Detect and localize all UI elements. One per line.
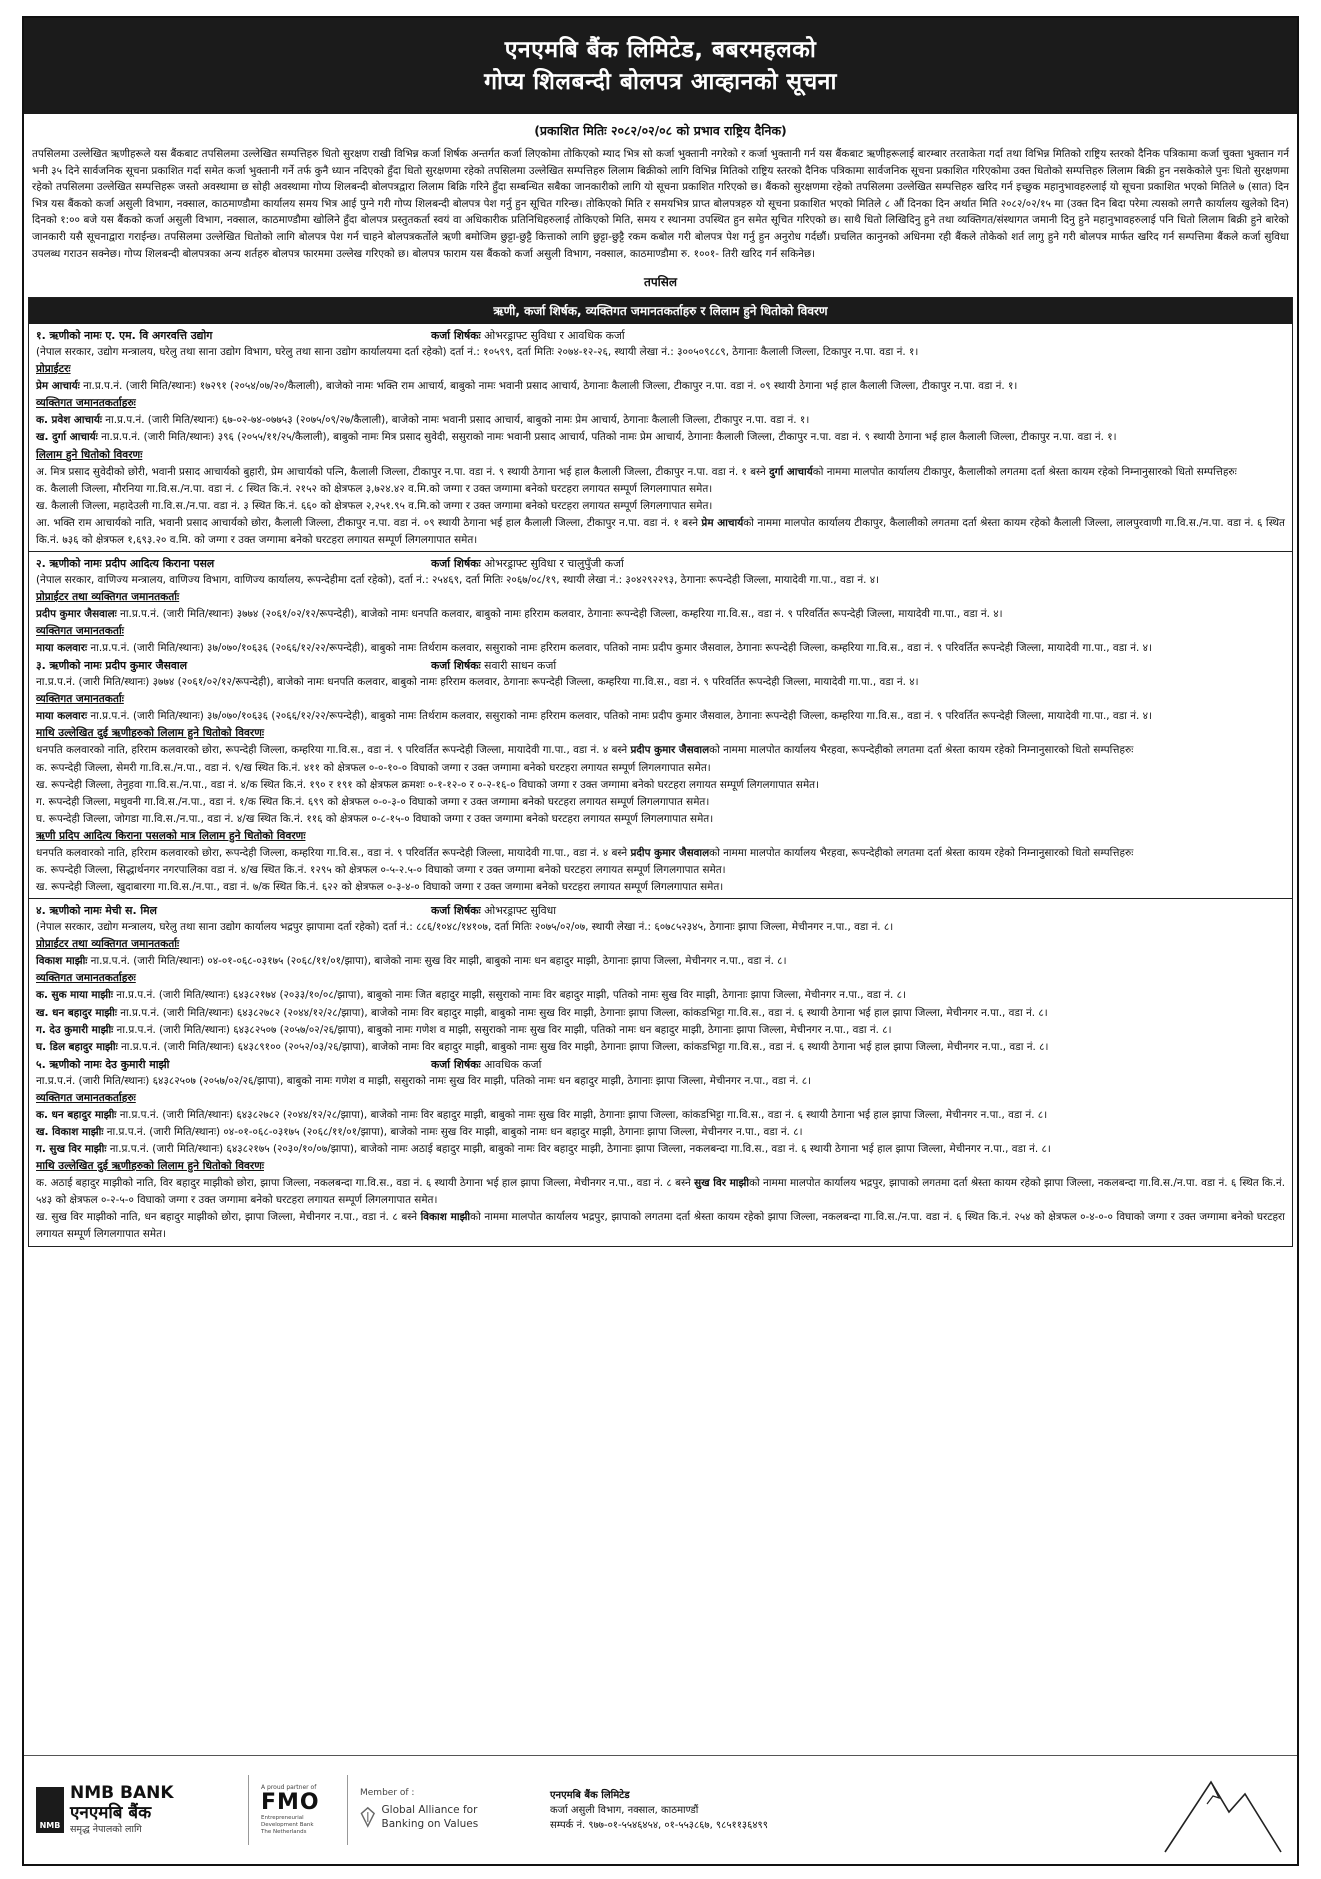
borrower-name: २. ऋणीको नामः प्रदीप आदित्य किराना पसल (36, 557, 215, 570)
collateral-owner: आ. भक्ति राम आचार्यको नाति, भवानी प्रसाद आचार्यको छोरा, कैलाली जिल्ला, टीकापुर न.पा. वडा नं. ०९ स्थायी ठेगाना भई हाल कैलाली जिल्ला, टीकापुर न.पा. वडा नं. १ बस्ने प्रेम आचार्यको नाममा मालपोत कार्यालय टीकापुर, कैलालीको लगतमा दर्ता श्रेस्ता कायम रहेको कैलाली जिल्ला, लालपुरवाणी गा.वि.स./न.पा. वडा नं. ६ स्थित कि.नं. ७३६ को क्षेत्रफल १,६९३.२० व.मि. को जग्गा र उक्त जग्गामा बनेको घरटहरा लगायत सम्पूर्ण लिगलगापात समेत। (36, 516, 1285, 546)
details-table-header: ऋणी, कर्जा शिर्षक, व्यक्तिगत जमानतकर्ताहरु र लिलाम हुने धितोको विवरण (29, 298, 1292, 324)
proprietor-details: प्रदीप कुमार जैसवालः ना.प्र.प.नं. (जारी मिति/स्थानः) ३७७४ (२०६१/०२/१२/रूपन्देही), बाजेको नामः धनपति कलवार, बाबुको नामः हरिराम कलवार, ठेगानाः रूपन्देही जिल्ला, कम्हरिया गा.वि.स., वडा नं. ९ परिवर्तित रूपन्देही जिल्ला, मायादेवी गा.पा., वडा नं. ४। (36, 608, 1003, 621)
notice-document (22, 16, 1299, 1866)
guarantor-item: घ. डिल बहादुर माझीः ना.प्र.प.नं. (जारी मिति/स्थानः) ६४३८९१०० (२०५२/०३/२६/झापा), बाजेको नामः विर बहादुर माझी, बाबुको नामः सुख विर माझी, ठेगानाः झापा जिल्ला, कांकडभिट्टा गा.वि.स., वडा नं. ६ स्थायी ठेगाना भई हाल झापा जिल्ला, मेचीनगर न.पा., वडा नं. ८। (36, 1040, 1049, 1053)
guarantors-heading: व्यक्तिगत जमानतकर्ताहरुः (36, 397, 136, 410)
borrower-id-details: ना.प्र.प.नं. (जारी मिति/स्थानः) ३७७४ (२०६१/०२/१२/रूपन्देही), बाजेको नामः धनपति कलवार, बाबुको नामः हरिराम कलवार, ठेगानाः रूपन्देही जिल्ला, कम्हरिया गा.वि.स., वडा नं. ९ परिवर्तित रूपन्देही जिल्ला, मायादेवी गा.पा., वडा नं. ४। (36, 676, 919, 689)
registration-details: (नेपाल सरकार, उद्योग मन्त्रालय, घरेलु तथा साना उद्योग विभाग, घरेलु तथा साना उद्योग कार्यालयमा दर्ता रहेको) दर्ता नं.: १०५९९, दर्ता मितिः २०७४-१२-२६, स्थायी लेखा नं.: ३००५०९८८९, ठेगानाः कैलाली जिल्ला, टिकापुर न.पा. वडा नं. १। (36, 346, 919, 359)
contact-bank-name: एनएमबि बैंक लिमिटेड (550, 1789, 630, 1801)
borrower-heading (36, 555, 1285, 572)
collateral-item: ख. रूपन्देही जिल्ला, तेनुहवा गा.वि.स./न.पा., वडा नं. ४/क स्थित कि.नं. १९० र १९१ को क्षेत्रफल क्रमशः ०-१-१२-० र ०-२-१६-० विघाको जग्गा र उक्त जग्गामा बनेको घरटहरा लगायत सम्पूर्ण लिगलगापात समेत। (36, 778, 820, 791)
gabv-leaf-icon (360, 1802, 376, 1832)
collateral-heading: माथि उल्लेखित दुई ऋणीहरुको लिलाम हुने धितोको विवरणः (36, 1160, 264, 1173)
mountain-outline-icon (1163, 1768, 1283, 1854)
guarantor-item: क. धन बहादुर माझीः ना.प्र.प.नं. (जारी मिति/स्थानः) ६४३८२७८२ (२०४४/१२/२८/झापा), बाजेको नामः विर बहादुर माझी, बाबुको नामः सुख विर माझी, ठेगानाः झापा जिल्ला, कांकडभिट्टा गा.वि.स., वडा नं. ६ स्थायी ठेगाना भई हाल झापा जिल्ला, मेचीनगर न.पा., वडा नं. ८। (36, 1108, 1048, 1121)
loan-type: कर्जा शिर्षकः सवारी साधन कर्जा (431, 659, 557, 673)
borrower-heading (36, 1056, 1285, 1073)
collateral-item: घ. रूपन्देही जिल्ला, जोगडा गा.वि.स./न.पा., वडा नं. ४/ख स्थित कि.नं. ११६ को क्षेत्रफल ०-८-१५-० विघाको जग्गा र उक्त जग्गामा बनेको घरटहरा लगायत सम्पूर्ण लिगलगापात समेत। (36, 812, 714, 825)
registration-details: (नेपाल सरकार, वाणिज्य मन्त्रालय, वाणिज्य विभाग, वाणिज्य कार्यालय, रूपन्देहीमा दर्ता रहेको), दर्ता नं.: २५४६९, दर्ता मितिः २०६७/०८/१९, स्थायी लेखा नं.: ३०४२९२२९३, ठेगानाः रूपन्देही जिल्ला, मायादेवी गा.पा., वडा नं. ४। (36, 574, 880, 586)
collateral-item: क. रूपन्देही जिल्ला, सेमरी गा.वि.स./न.पा., वडा नं. ९/ख स्थित कि.नं. ४११ को क्षेत्रफल ०-०-१०-० विघाको जग्गा र उक्त जग्गामा बनेको घरटहरा लगायत सम्पूर्ण लिगलगापात समेत। (36, 761, 711, 774)
notice-title-line2: गोप्य शिलबन्दी बोलपत्र आव्हानको सूचना (484, 69, 837, 95)
collateral-item: क. अठाई बहादुर माझीको नाति, विर बहादुर माझीको छोरा, झापा जिल्ला, नकलबन्दा गा.वि.स., वडा नं. ६ स्थायी ठेगाना भई हाल झापा जिल्ला, मेचीनगर न.पा., वडा नं. ८ बस्ने सुख विर माझीको नाममा मालपोत कार्यालय भद्रपुर, झापाको लगतमा दर्ता श्रेस्ता कायम रहेको झापा जिल्ला, नकलबन्दा गा.वि.स./न.पा. वडा नं. ६ स्थित कि.नं. ५४३ को क्षेत्रफल ०-२-५-० विघाको जग्गा र उक्त जग्गामा बनेको घरटहरा लगायत सम्पूर्ण लिगलगापात समेत। (36, 1177, 1285, 1207)
borrower-name: ५. ऋणीको नामः देउ कुमारी माझी (36, 1057, 170, 1071)
borrower-heading (36, 902, 1285, 919)
guarantor-item: ग. देउ कुमारी माझीः ना.प्र.प.नं. (जारी मिति/स्थानः) ६४३८२५०७ (२०५७/०२/२६/झापा), बाबुको नामः गणेश व माझी, ससुराको नामः सुख विर माझी, पतिको नामः धन बहादुर माझी, ठेगानाः झापा जिल्ला, मेचीनगर न.पा., वडा नं. ८। (36, 1023, 892, 1036)
collateral-heading: ऋणी प्रदिप आदित्य किराना पसलको मात्र लिलाम हुने धितोको विवरणः (36, 829, 306, 842)
collateral-owner: अ. मित्र प्रसाद सुवेदीको छोरी, भवानी प्रसाद आचार्यको बुहारी, प्रेम आचार्यको पत्नि, कैलाली जिल्ला, टीकापुर न.पा. वडा नं. ९ स्थायी ठेगाना भई हाल कैलाली जिल्ला, टीकापुर न.पा. वडा नं. १ बस्ने दुर्गा आचार्यको नाममा मालपोत कार्यालय टीकापुर, कैलालीको लगतमा दर्ता श्रेस्ता कायम रहेको निम्नानुसारको धितो सम्पत्तिहरुः (36, 465, 1237, 478)
fmo-name: FMO (261, 1790, 320, 1815)
footer-divider (347, 1775, 348, 1845)
proprietor-details: प्रेम आचार्यः ना.प्र.प.नं. (जारी मिति/स्थानः) १७२९१ (२०५४/०७/२०/कैलाली), बाजेको नामः भक्ति राम आचार्य, बाबुको नामः भवानी प्रसाद आचार्य, ठेगानाः कैलाली जिल्ला, टीकापुर न.पा. वडा नं. ०९ स्थायी ठेगाना भई हाल कैलाली जिल्ला, टीकापुर न.पा. वडा नं. १। (36, 380, 1018, 393)
collateral-item: ग. रूपन्देही जिल्ला, मधुवनी गा.वि.स./न.पा., वडा नं. १/क स्थित कि.नं. ६९९ को क्षेत्रफल ०-०-३-० विघाको जग्गा र उक्त जग्गामा बनेको घरटहरा लगायत सम्पूर्ण लिगलगापात समेत। (36, 795, 710, 808)
nmb-name-np: एनएमबि बैंक (70, 1803, 152, 1823)
loan-type: कर्जा शिर्षकः ओभरड्राफ्ट सुविधा (431, 904, 557, 918)
collateral-heading: लिलाम हुने धितोको विवरणः (36, 448, 143, 461)
nmb-logo-text (70, 1783, 174, 1837)
intro-paragraph: तपसिलमा उल्लेखित ऋणीहरूले यस बैंकबाट तपसिलमा उल्लेखित सम्पत्तिहरु धितो सुरक्षण राखी विभिन्न कर्जा शिर्षक अन्तर्गत कर्जा लिएकोमा तोकिएको म्याद भित्र सो कर्जा भुक्तानी नगरेको र कर्जा भुक्तानी गर्न यस बैंकबाट ऋणीहरूलाई बारम्बार तरताकेता गर्दा तथा विभिन्न मितिको राष्ट्रिय स्तरको दैनिक पत्रिकामा कर्जा चुक्ता भुक्तान गर्न भनी ३५ दिने सार्वजनिक सूचना प्रकाशित गर्दा समेत कर्जा भुक्तानी गर्ने तर्फ कुनै ध्यान नदिएको हुँदा धितो सुरक्षणमा रहेको तपसिलमा उल्लेखित सम्पत्तिहरु लिलाम बिक्रीको लागि विभिन्न मितिको राष्ट्रिय स्तरको दैनिक पत्रिकामा सार्वजनिक सूचना प्रकाशित गरिएकोमा उक्त धितोको सम्पत्तिहरु लिलाम बिक्री हुन नसकेकोले पुनः धितो सुरक्षणमा रहेको तपसिलमा उल्लेखित सम्पत्तिहरू जस्तो अवस्थामा छ सोही अवस्थामा गोप्य शिलबन्दी बोलपत्रद्वारा लिलाम बिक्रि गरिने हुँदा सम्बन्धित सबैका जानकारीको लागि यो सूचना प्रकाशित गरिएको छ। बैंकको सुरक्षणमा रहेको तपसिलमा उल्लेखित सम्पत्तिहरु खरिद गर्न इच्छुक महानुभावहरुलाई यो सूचना प्रकाशित भएको मितिले ७ (सात) दिन भित्र यस बैंकको कर्जा असुली विभाग, नक्साल, काठमाण्डौमा कार्यालय समय भित्र आई पुग्ने गरी गोप्य शिलबन्दी बोलपत्र पेश गर्नु हुन सूचित गरिन्छ। तोकिएको मिति र समयभित्र प्राप्त बोलपत्रहरु यो सूचना प्रकाशित भएको मितिले ८ औं दिनका दिन अर्थात मिति २०८२/०२/१५ मा (उक्त दिन बिदा परेमा त्यसको लगत्तै कार्यालय खुलेको दिन) दिनको १:०० बजे यस बैंकको कर्जा असुली विभाग, नक्साल, काठमाण्डौमा खोलिने हुँदा बोलपत्र प्रस्तुतकर्ता स्वयं वा अधिकारीक प्रतिनिधिहरुलाई तोकिएको मिति, समय र स्थानमा उपस्थित हुन समेत सूचित गरिएको छ। साथै धितो लिखिदिनु हुने तथा व्यक्तिगत/संस्थागत जमानी दिनु हुने महानुभावहरुलाई पनि धितो लिलाम बिक्री हुने बारेको जानकारी यसै सूचनाद्वारा गराईन्छ। तपसिलमा उल्लेखित धितोको लागि बोलपत्र पेश गर्न चाहने बोलपत्रकर्तोले ऋणी बमोजिम छुट्टा-छुट्टै कित्ताको लागि छुट्टा-छुट्टै रकम कबोल गरी बोलपत्र पेश गर्नु हुन अनुरोध गर्दछौं। प्रचलित कानुनको अधिनमा रही बैंकले तोकेको शर्त लागु हुने गरी बोलपत्र मार्फत खरिद गर्न सम्पत्तिमा बैंकले कर्जा सुविधा उपलब्ध गराउन सक्नेछ। गोप्य शिलबन्दी बोलपत्रका अन्य शर्तहरु बोलपत्र फारममा उल्लेख गरिएको छ। बोलपत्र फाराम यस बैंकको कर्जा असुली विभाग, नक्साल, काठमाण्डौमा रु. १००१- तिरी खरिद गर्न सकिनेछ। (32, 148, 1289, 260)
borrower-name: ४. ऋणीको नामः मेची स. मिल (36, 904, 157, 918)
guarantor-item: ग. सुख विर माझीः ना.प्र.प.नं. (जारी मिति/स्थानः) ६४३८२१७५ (२०३०/१०/०७/झापा), बाजेको नामः अठाई बहादुर माझी, बाबुको नामः विर बहादुर माझी, ठेगानाः झापा जिल्ला, नकलबन्दा गा.वि.स., वडा नं. ६ स्थायी ठेगाना भई हाल झापा जिल्ला, मेचीनगर न.पा., वडा नं. ८। (36, 1143, 1051, 1156)
loan-type: कर्जा शिर्षकः ओभरड्राफ्ट सुविधा र आवधिक कर्जा (431, 329, 625, 343)
collateral-item: ख. कैलाली जिल्ला, महादेउली गा.वि.स./न.पा. वडा नं. ३ स्थित कि.नं. ६६० को क्षेत्रफल २,२५१.९५ व.मि.को जग्गा र उक्त जग्गामा बनेको घरटहरा लगायत सम्पूर्ण लिगलगापात समेत। (36, 499, 713, 512)
borrower-block-1 (29, 324, 1292, 552)
collateral-heading: माथि उल्लेखित दुई ऋणीहरुको लिलाम हुने धितोको विवरणः (36, 727, 264, 740)
notice-title-line1: एनएमबि बैंक लिमिटेड, बबरमहलको (504, 37, 817, 63)
contact-department: कर्जा असुली विभाग, नक्साल, काठमाण्डौं (550, 1804, 699, 1816)
details-table (28, 297, 1293, 1246)
borrower-name: १. ऋणीको नामः ए. एम. वि अगरवत्ति उद्योग (36, 329, 213, 343)
guarantor-item: ख. दुर्गा आचार्यः ना.प्र.प.नं. (जारी मिति/स्थानः) ३९६ (२०५५/११/२५/कैलाली), बाबुको नामः मित्र प्रसाद सुवेदी, ससुराको नामः भवानी प्रसाद आचार्य, पतिको नामः प्रेम आचार्य, ठेगानाः कैलाली जिल्ला, टीकापुर न.पा. वडा नं. ९ स्थायी ठेगाना भई हाल कैलाली जिल्ला, टीकापुर न.पा. वडा नं. १। (36, 431, 1117, 444)
collateral-owner: धनपति कलवारको नाति, हरिराम कलवारको छोरा, रूपन्देही जिल्ला, कम्हरिया गा.वि.स., वडा नं. ९ परिवर्तित रूपन्देही जिल्ला, मायादेवी गा.पा., वडा नं. ४ बस्ने प्रदीप कुमार जैसवालको नाममा मालपोत कार्यालय भैरहवा, रूपन्देहीको लगतमा दर्ता श्रेस्ता कायम रहेको निम्नानुसारको धितो सम्पत्तिहरुः (36, 846, 1134, 859)
nmb-tagline: समृद्ध नेपालको लागि (70, 1824, 142, 1835)
fmo-subtitle: Entrepreneurial Development Bank (261, 1815, 314, 1828)
nmb-bank-logo (36, 1783, 236, 1837)
fmo-logo (261, 1784, 335, 1836)
collateral-item: क. कैलाली जिल्ला, मौरनिया गा.वि.स./न.पा. वडा नं. ८ स्थित कि.नं. २१५२ को क्षेत्रफल ३,७२४.४२ व.मि.को जग्गा र उक्त जग्गामा बनेको घरटहरा लगायत सम्पूर्ण लिगलगापात समेत। (36, 482, 713, 495)
borrower-name: ३. ऋणीको नामः प्रदीप कुमार जैसवाल (36, 659, 188, 673)
borrower-heading (36, 657, 1285, 674)
member-of-label: Member of : (360, 1788, 415, 1798)
guarantors-heading: व्यक्तिगत जमानतकर्ताहरुः (36, 1091, 136, 1104)
schedule-heading: तपसिल (643, 275, 677, 290)
guarantors-heading: व्यक्तिगत जमानतकर्ताः (36, 625, 124, 638)
loan-type: कर्जा शिर्षकः ओभरड्राफ्ट सुविधा र चालुपुँजी कर्जा (431, 557, 624, 570)
loan-type: कर्जा शिर्षकः आवधिक कर्जा (431, 1057, 542, 1071)
registration-details: (नेपाल सरकार, उद्योग मन्त्रालय, घरेलु तथा साना उद्योग कार्यालय भद्रपुर झापामा दर्ता रहेको) दर्ता नं.: ८८६/१०४८/१४१०७, दर्ता मितिः २०७५/०२/०७, स्थायी लेखा नं.: ६०७८५२३४५, ठेगानाः झापा जिल्ला, मेचीनगर न.पा., वडा नं. ८। (36, 921, 894, 934)
gabv-name: Global Alliance for Banking on Values (381, 1804, 479, 1830)
guarantor-item: ख. धन बहादुर माझीः ना.प्र.प.नं. (जारी मिति/स्थानः) ६४३८२७८२ (२०४४/१२/२८/झापा), बाजेको नामः विर बहादुर माझी, बाबुको नामः सुख विर माझी, ठेगानाः झापा जिल्ला, कांकडभिट्टा गा.वि.स., वडा नं. ६ स्थायी ठेगाना भई हाल झापा जिल्ला, मेचीनगर न.पा., वडा नं. ८। (36, 1006, 1048, 1019)
nmb-logo-mark-icon: NMB (36, 1787, 64, 1833)
notice-header (24, 18, 1297, 114)
proprietor-heading: प्रोप्राईटरः (36, 363, 71, 376)
collateral-owner: धनपति कलवारको नाति, हरिराम कलवारको छोरा, रूपन्देही जिल्ला, कम्हरिया गा.वि.स., वडा नं. ९ परिवर्तित रूपन्देही जिल्ला, मायादेवी गा.पा., वडा नं. ४ बस्ने प्रदीप कुमार जैसवालको नाममा मालपोत कार्यालय भैरहवा, रूपन्देहीको लगतमा दर्ता श्रेस्ता कायम रहेको निम्नानुसारको धितो सम्पत्तिहरुः (36, 744, 1134, 757)
fmo-caption: A proud partner of (261, 1784, 317, 1791)
proprietor-details: विकाश माझीः ना.प्र.प.नं. (जारी मिति/स्थानः) ०४-०१-०६८-०३१७५ (२०६८/११/०१/झापा), बाजेको नामः सुख विर माझी, बाबुको नामः धन बहादुर माझी, ठेगानाः झापा जिल्ला, मेचीनगर न.पा., वडा नं. ८। (36, 955, 787, 968)
footer-divider (248, 1775, 249, 1845)
collateral-item: ख. रूपन्देही जिल्ला, खुदाबारगा गा.वि.स./न.पा., वडा नं. ७/क स्थित कि.नं. ६२२ को क्षेत्रफल ०-३-४-० विघाको जग्गा र उक्त जग्गामा बनेको घरटहरा लगायत सम्पूर्ण लिगलगापात समेत। (36, 881, 724, 894)
contact-phone: सम्पर्क नं. ९७७-०१-५५४६४५४, ०१-५५३८६७, ९८५११३६४९९ (550, 1819, 768, 1831)
proprietor-heading: प्रोप्राईटर तथा व्यक्तिगत जमानतकर्ताः (36, 591, 180, 604)
proprietor-heading: प्रोप्राईटर तथा व्यक्तिगत जमानतकर्ताः (36, 938, 180, 951)
guarantor-item: क. सुक माया माझीः ना.प्र.प.नं. (जारी मिति/स्थानः) ६४३८२१७४ (२०३३/१०/०८/झापा), बाबुको नामः जित बहादुर माझी, ससुराको नामः विर बहादुर माझी, पतिको नामः सुख विर माझी, ठेगानाः झापा जिल्ला, मेचीनगर न.पा., वडा नं. ८। (36, 989, 906, 1002)
gabv-logo (360, 1788, 520, 1832)
guarantor-item: माया कलवारः ना.प्र.प.नं. (जारी मिति/स्थानः) ३७/०७०/१०६३६ (२०६६/१२/२२/रूपन्देही), बाबुको नामः तिर्थराम कलवार, ससुराको नामः हरिराम कलवार, पतिको नामः प्रदीप कुमार जैसवाल, ठेगानाः रूपन्देही जिल्ला, कम्हरिया गा.वि.स., वडा नं. ९ परिवर्तित रूपन्देही जिल्ला, मायादेवी गा.पा., वडा नं. ४। (36, 642, 1152, 655)
contact-info (550, 1788, 768, 1833)
borrower-block-2-3 (29, 552, 1292, 899)
notice-footer (24, 1755, 1297, 1864)
guarantors-heading: व्यक्तिगत जमानतकर्ताहरुः (36, 972, 136, 985)
guarantor-item: ख. विकाश माझीः ना.प्र.प.नं. (जारी मिति/स्थानः) ०४-०१-०६८-०३१७५ (२०६८/११/०१/झापा), बाजेको नामः सुख विर माझी, बाबुको नामः धन बहादुर माझी, ठेगानाः झापा जिल्ला, मेचीनगर न.पा., वडा नं. ८। (36, 1125, 803, 1138)
publication-note: (प्रकाशित मितिः २०८२/०२/०८ को प्रभाव राष्ट्रिय दैनिक) (534, 123, 787, 138)
borrower-id-details: ना.प्र.प.नं. (जारी मिति/स्थानः) ६४३८२५०७ (२०५७/०२/२६/झापा), बाबुको नामः गणेश व माझी, ससुराको नामः सुख विर माझी, पतिको नामः धन बहादुर माझी, ठेगानाः झापा जिल्ला, मेचीनगर न.पा., वडा नं. ८। (36, 1074, 812, 1087)
guarantor-item: क. प्रवेश आचार्यः ना.प्र.प.नं. (जारी मिति/स्थानः) ६७-०२-७४-०७७५३ (२०७५/०९/२७/कैलाली), बाजेको नामः भवानी प्रसाद आचार्य, बाबुको नामः प्रेम आचार्य, ठेगानाः कैलाली जिल्ला, टीकापुर न.पा. वडा नं. १। (36, 414, 810, 427)
borrower-block-4-5 (29, 899, 1292, 1245)
collateral-item: क. रूपन्देही जिल्ला, सिद्धार्थनगर नगरपालिका वडा नं. ४/ख स्थित कि.नं. १२९५ को क्षेत्रफल ०-५-२.५-० विघाको जग्गा र उक्त जग्गामा बनेको घरटहरा लगायत सम्पूर्ण लिगलगापात समेत। (36, 864, 726, 877)
collateral-item: ख. सुख विर माझीको नाति, धन बहादुर माझीको छोरा, झापा जिल्ला, मेचीनगर न.पा., वडा नं. ८ बस्ने विकाश माझीको नाममा मालपोत कार्यालय भद्रपुर, झापाको लगतमा दर्ता श्रेस्ता कायम रहेको झापा जिल्ला, नकलबन्दा गा.वि.स./न.पा. वडा नं. ६ स्थित कि.नं. २५४ को क्षेत्रफल ०-४-०-० विघाको जग्गा र उक्त जग्गामा बनेको घरटहरा लगायत सम्पूर्ण लिगलगापात समेत। (36, 1211, 1285, 1241)
guarantors-heading: व्यक्तिगत जमानतकर्ताः (36, 693, 124, 706)
nmb-name-en: NMB BANK (70, 1783, 174, 1803)
borrower-heading (36, 327, 1285, 344)
fmo-country: The Netherlands (261, 1829, 307, 1835)
guarantor-item: माया कलवारः ना.प्र.प.नं. (जारी मिति/स्थानः) ३७/०७०/१०६३६ (२०६६/१२/२२/रूपन्देही), बाबुको नामः तिर्थराम कलवार, ससुराको नामः हरिराम कलवार, पतिको नामः प्रदीप कुमार जैसवाल, ठेगानाः रूपन्देही जिल्ला, कम्हरिया गा.वि.स., वडा नं. ९ परिवर्तित रूपन्देही जिल्ला, मायादेवी गा.पा., वडा नं. ४। (36, 710, 1152, 723)
